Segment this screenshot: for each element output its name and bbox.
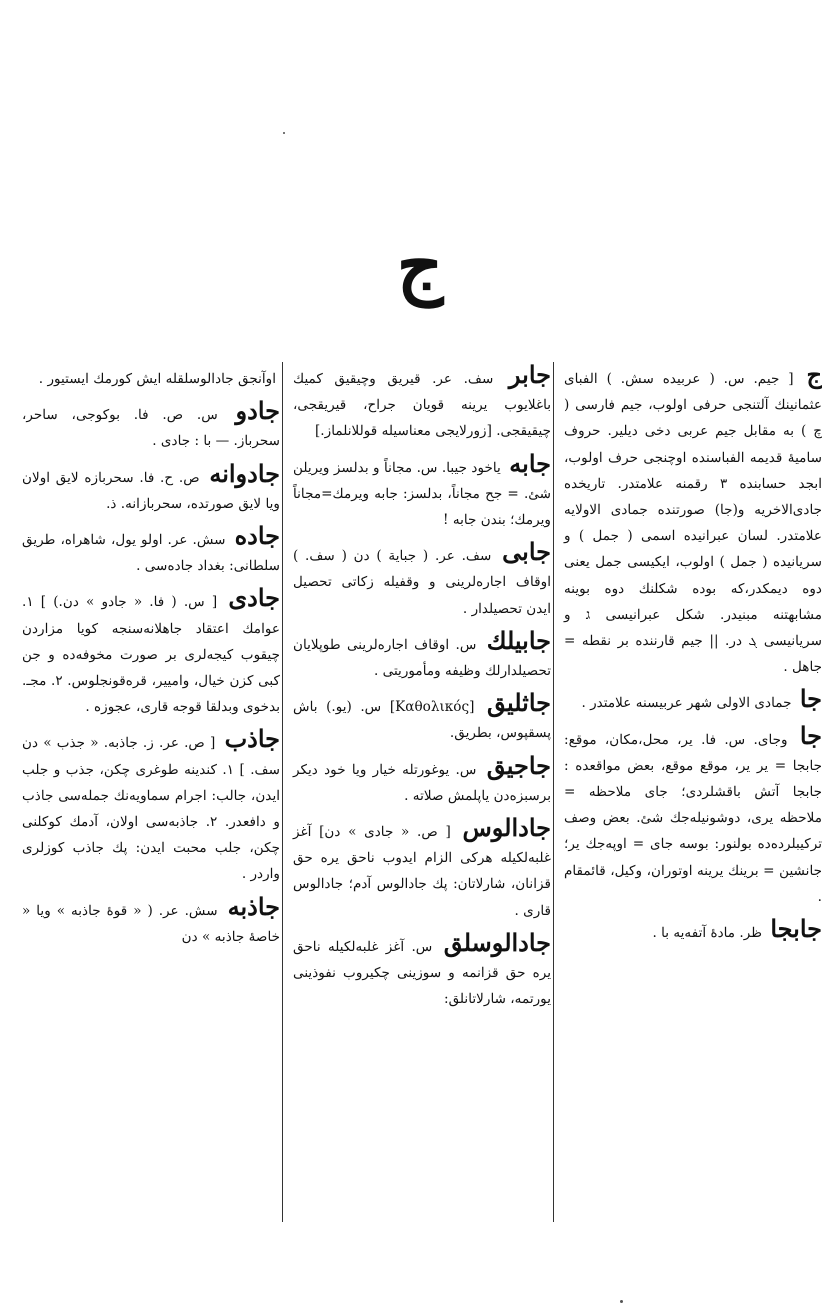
entry-definition: ظر. مادهٔ آتفه‌يه با . (652, 925, 763, 942)
dictionary-entry (22, 585, 280, 720)
section-letter: ج (396, 222, 444, 307)
entry-headword: جابر (508, 362, 551, 389)
dictionary-entry (564, 686, 822, 716)
entry-headword: جاذبه (227, 891, 280, 921)
entry-definition: [ ص. « جادى » دن] آغز غلبه‌لكيله هركى الزام ايدوب ناحق يره حق قزانان، شارلاتان: پك جادالوس آدم؛ جادالوس قارى . (293, 824, 551, 919)
entry-definition: [ س. ( فا. « جادو » دن.) ] ١. عوامك اعتقاد جاهلانه‌سنجه كويا مزاردن چيقوب كيجه‌لرى بر صورت مخوفه‌ده و جن كبى كزن خيال، واميير، قره‌قونجلوس. ٢. مجـ. بدخوى وبدلقا قوجه قارى، عجوزه . (22, 594, 280, 716)
entry-headword: جاده (234, 521, 280, 551)
dictionary-entry (293, 448, 551, 534)
entry-definition: [Καθολικός] س. (يو.) باش پسقپوس، بطريق. (293, 699, 551, 742)
entry-headword: جادو (235, 396, 280, 426)
entry-definition: سش. عر. ( « قوهٔ جاذبه » ويا « خاصهٔ جاذبه » دن (22, 902, 280, 945)
entry-definition: اوآنجق جادالوسلقله ايش كورمك ايستيور . (38, 371, 276, 387)
column-left (22, 362, 280, 1222)
dictionary-entry (22, 398, 280, 454)
dictionary-entry (293, 539, 551, 622)
entry-headword: جادى (228, 583, 280, 613)
entry-definition: وجاى. س. فا. ير، محل،مكان، موقع: جابجا = ير ير، موقع موقع، بعض مواقعده : جابجا آتش باقشلردى؛ جاى ملاحظه = ملاحظه يرى، دوشونيله‌جك شئ. بعض وصف تركيبلرده‌ده بولنور: بوسه جاى = اوپه‌جك ير؛ جانشين = برينك يرينه اوتوران، وكيل، قائمقام . (564, 731, 822, 905)
entry-definition: س. ص. فا. بوكوجى، ساحر، سحرباز. — با : جادى . (22, 407, 280, 450)
entry-headword: جا (799, 720, 822, 750)
dictionary-entry (22, 891, 280, 950)
entry-definition: سف. عر. قيريق وچيقيق كميك باغلايوب يرينه قويان جراح، قيريقجى، چيقيقجى. [زورلايجى معناسيله قوللانلماز.] (293, 371, 551, 440)
dictionary-entry (22, 458, 280, 517)
entry-headword: جادوانه (209, 458, 280, 488)
text-columns (22, 362, 822, 1222)
entry-definition: س. يوغورتله خيار ويا خود ديكر برسبزه‌دن ياپلمش صلاته . (293, 761, 551, 804)
entry-definition: ياخود جيبا. س. مجاناً و بدلسز ويريلن شئ. = جح مجاناً، بدلسز: جابه ويرمك=مجاناً ويرمك؛ بندن جابه ! (293, 459, 551, 529)
dictionary-entry (293, 750, 551, 809)
dictionary-entry (293, 362, 551, 445)
entry-definition: س. آغز غلبه‌لكيله ناحق يره حق قزانمه و سوزينى چكيروب نفوذينى يورتمه، شارلاتانلق: (293, 938, 551, 1008)
entry-definition: [ جيم. س. ( عربيده سش. ) الفباى عثمانينك آلتنجى حرفى اولوب، جيم فارسى ( چ ) به مقابل جيم عربى دخى ديلير. حروف ساميهٔ قديمه الفباسنده اوچنجى حرف اولوب، ابجد حسابنده ٣ رقمنه علامتدر. تاريخده جادى‌الاخريه و(جا) صورتنده جمادى الاولايه علامتدر. لسان عبرانيده اسمى ( جمل ) و سريانيده ( جمل ) اولوب، ايكيسى جمل يعنى دوه ديمكدر،كه بوده شكلنك دوه بوينه مشابهتنه مبنيدر. شكل عبرانيسى ג و سريانيسى ܓ در. || جيم قارننده بر نقطه = جاهل . (564, 371, 822, 676)
column-right (553, 362, 822, 1222)
dictionary-entry (22, 362, 280, 392)
dictionary-entry (293, 690, 551, 746)
entry-headword: جادالوس (462, 813, 551, 843)
entry-definition: سف. عر. ( جباية ) دن ( سف. ) اوقاف اجاره‌لرينى و وقفيله زكاتى تحصيل ايدن تحصيلدار . (293, 548, 551, 617)
entry-headword: جابجا (770, 914, 822, 944)
dictionary-entry (22, 523, 280, 579)
entry-definition: [ ص. عر. ز. جاذبه. « جذب » دن سف. ] ١. كندينه طوغرى چكن، جذب و جلب ايدن، جالب: اجرام سماويه‌نك جمله‌سى جاذب و دافعدر. ٢. جاذبه‌سى اولان، آدمك كوكلنى چكن، جلب محبت ايدن: پك جاذب كوزلرى واردر . (22, 735, 280, 883)
entry-definition: سش. عر. اولو يول، شاهراه، طريق سلطانى: بغداد جاده‌سى . (22, 532, 280, 575)
dictionary-entry (293, 927, 551, 1013)
entry-headword: جابه (509, 448, 551, 478)
entry-headword: ج (806, 362, 822, 389)
entry-headword: جابى (502, 537, 551, 567)
entry-headword (276, 362, 280, 389)
entry-headword: جاثليق (486, 688, 551, 718)
entry-headword: جابيلك (486, 625, 551, 655)
dictionary-entry (564, 362, 822, 680)
entry-definition: س. اوقاف اجاره‌لرينى طوپلايان تحصيلدارلك وظيفه ومأموريتى . (293, 636, 551, 680)
entry-headword: جا (799, 684, 822, 714)
dictionary-entry (293, 815, 551, 924)
print-speck (620, 1300, 623, 1303)
dictionary-entry (22, 726, 280, 887)
entry-headword: جاجيق (486, 750, 551, 780)
entry-definition: جمادى الاولى شهر عربيسنه علامتدر . (581, 695, 792, 712)
print-speck (283, 132, 285, 134)
entry-definition: ص. ح. فا. سحربازه لايق اولان ويا لايق صورتده، سحربازانه. ذ. (22, 469, 280, 512)
dictionary-entry (564, 720, 822, 910)
column-middle (282, 362, 551, 1222)
dictionary-entry (564, 916, 822, 946)
dictionary-entry (293, 625, 551, 684)
entry-headword: جاذب (224, 724, 280, 754)
entry-headword: جادالوسلق (443, 927, 551, 957)
